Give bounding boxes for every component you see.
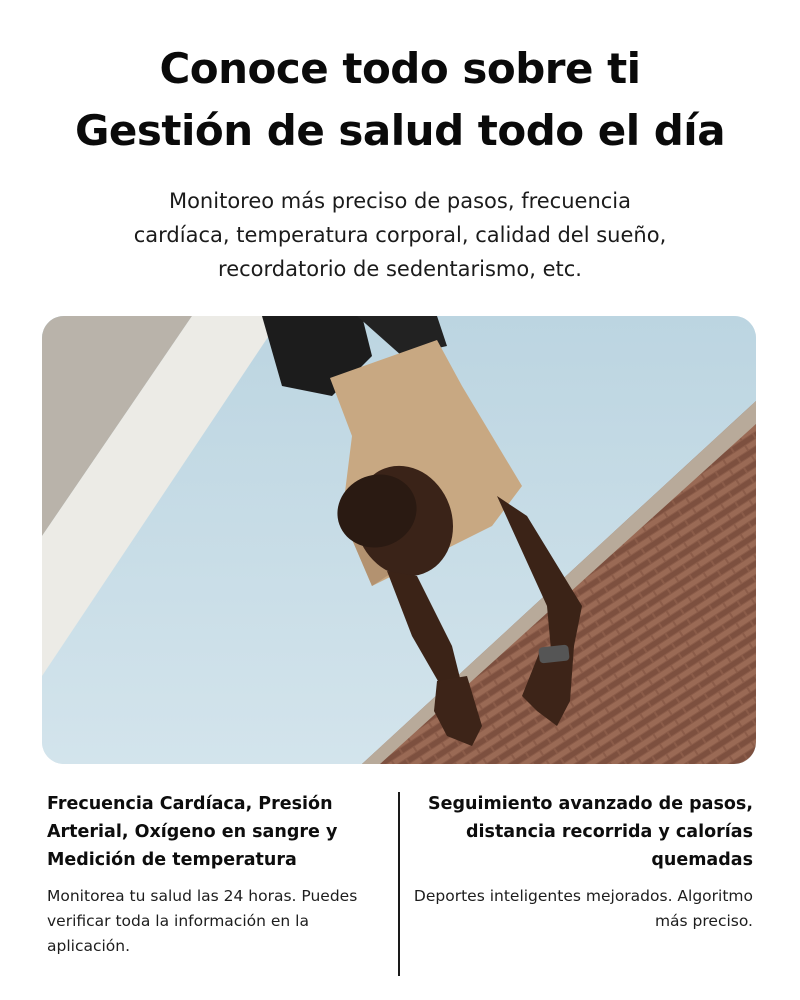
title-line-2: Gestión de salud todo el día: [74, 106, 726, 155]
feature-left-heading: Frecuencia Cardíaca, Presión Arterial, Oxígeno en sangre y Medición de temperatura: [47, 794, 338, 870]
header-section: [0, 0, 800, 300]
subtitle: Monitoreo más preciso de pasos, frecuencia cardíaca, temperatura corporal, calidad del sueño, recordatorio de sedentarismo, etc.: [133, 189, 667, 281]
title-line-1: Conoce todo sobre ti: [159, 44, 641, 93]
feature-left: [47, 790, 377, 959]
feature-left-body: Monitorea tu salud las 24 horas. Puedes verificar toda la información en la aplicación.: [47, 887, 358, 955]
hero-illustration: [42, 316, 756, 764]
feature-right: [408, 790, 753, 934]
feature-right-heading: Seguimiento avanzado de pasos, distancia recorrida y calorías quemadas: [428, 794, 753, 870]
feature-right-body: Deportes inteligentes mejorados. Algoritmo más preciso.: [413, 887, 753, 930]
watch: [538, 644, 570, 663]
column-divider: [398, 792, 400, 976]
title-block: [0, 0, 800, 162]
hero-image: [42, 316, 756, 764]
